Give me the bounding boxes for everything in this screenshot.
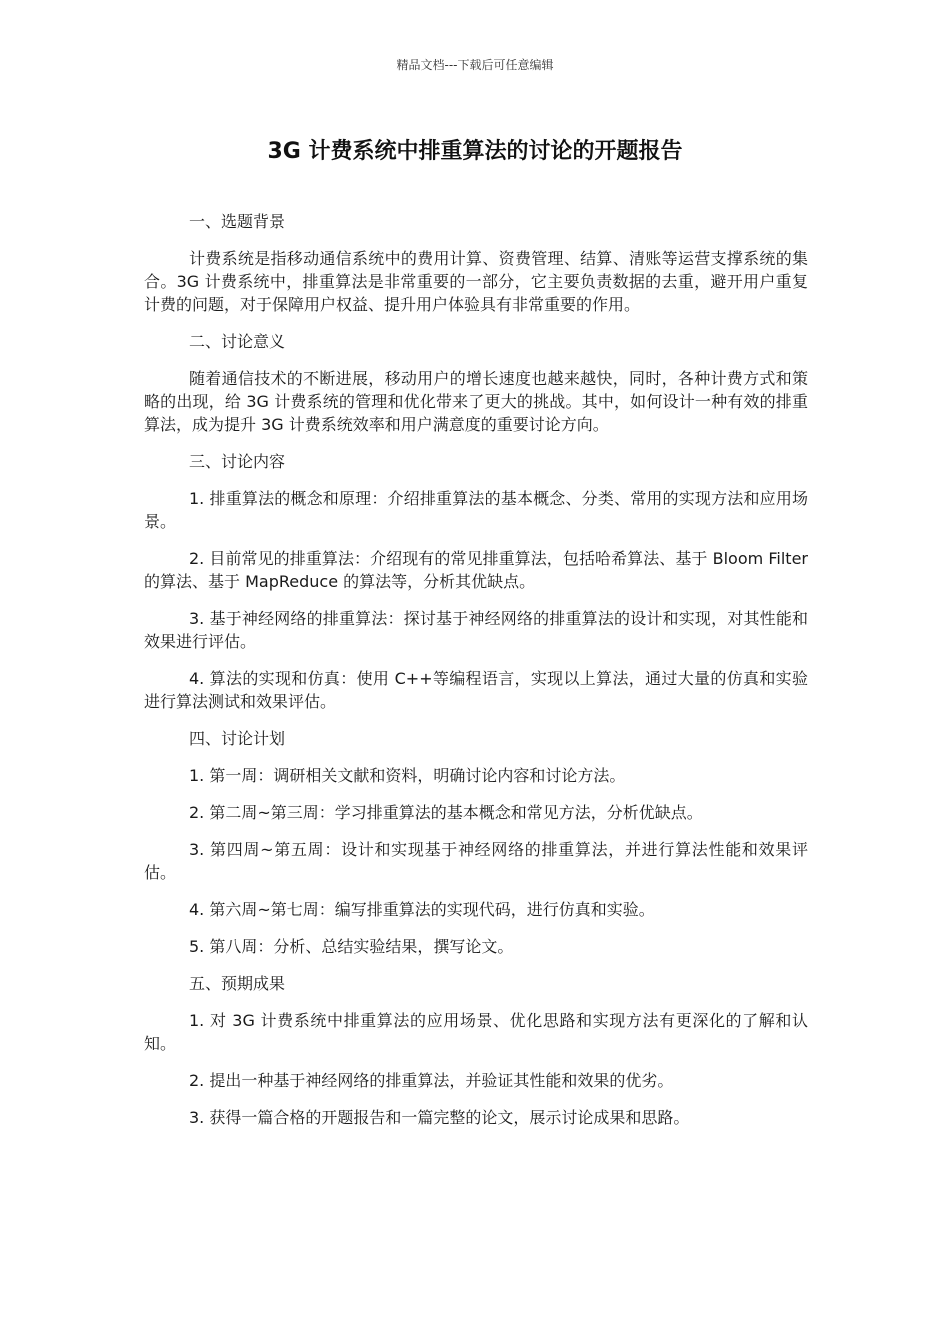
list-item: 4. 算法的实现和仿真：使用 C++等编程语言，实现以上算法，通过大量的仿真和实验进行算法测试和效果评估。 [144, 669, 808, 711]
list-item: 2. 第二周~第三周：学习排重算法的基本概念和常见方法，分析优缺点。 [189, 803, 703, 822]
document-title: 3G 计费系统中排重算法的讨论的开题报告 [267, 139, 683, 164]
paragraph: 计费系统是指移动通信系统中的费用计算、资费管理、结算、清账等运营支撑系统的集合。3G 计费系统中，排重算法是非常重要的一部分，它主要负责数据的去重，避开用户重复计费的问题，对于保障用户权益、提升用户体验具有非常重要的作用。 [144, 249, 808, 314]
list-item: 4. 第六周~第七周：编写排重算法的实现代码，进行仿真和实验。 [189, 900, 655, 919]
section-heading: 三、讨论内容 [189, 452, 286, 471]
list-item: 2. 目前常见的排重算法：介绍现有的常见排重算法，包括哈希算法、基于 Bloom Filter 的算法、基于 MapReduce 的算法等，分析其优缺点。 [144, 549, 808, 591]
list-item: 3. 第四周~第五周：设计和实现基于神经网络的排重算法，并进行算法性能和效果评估。 [144, 840, 808, 882]
list-item: 2. 提出一种基于神经网络的排重算法，并验证其性能和效果的优劣。 [189, 1071, 674, 1090]
section-heading: 二、讨论意义 [189, 332, 286, 351]
list-item: 5. 第八周：分析、总结实验结果，撰写论文。 [189, 937, 514, 956]
list-item: 3. 基于神经网络的排重算法：探讨基于神经网络的排重算法的设计和实现，对其性能和效果进行评估。 [144, 609, 808, 651]
section-heading: 四、讨论计划 [189, 729, 286, 748]
list-item: 1. 对 3G 计费系统中排重算法的应用场景、优化思路和实现方法有更深化的了解和认知。 [144, 1011, 808, 1053]
list-item: 1. 排重算法的概念和原理：介绍排重算法的基本概念、分类、常用的实现方法和应用场景。 [144, 489, 808, 531]
header-note: 精品文档---下载后可任意编辑 [396, 58, 554, 72]
paragraph: 随着通信技术的不断进展，移动用户的增长速度也越来越快，同时，各种计费方式和策略的出现，给 3G 计费系统的管理和优化带来了更大的挑战。其中，如何设计一种有效的排重算法，成为提升 3G 计费系统效率和用户满意度的重要讨论方向。 [144, 369, 808, 434]
document-body [144, 210, 808, 1143]
section-heading: 一、选题背景 [189, 212, 286, 231]
list-item: 3. 获得一篇合格的开题报告和一篇完整的论文，展示讨论成果和思路。 [189, 1108, 690, 1127]
list-item: 1. 第一周：调研相关文献和资料，明确讨论内容和讨论方法。 [189, 766, 626, 785]
section-heading: 五、预期成果 [189, 974, 286, 993]
